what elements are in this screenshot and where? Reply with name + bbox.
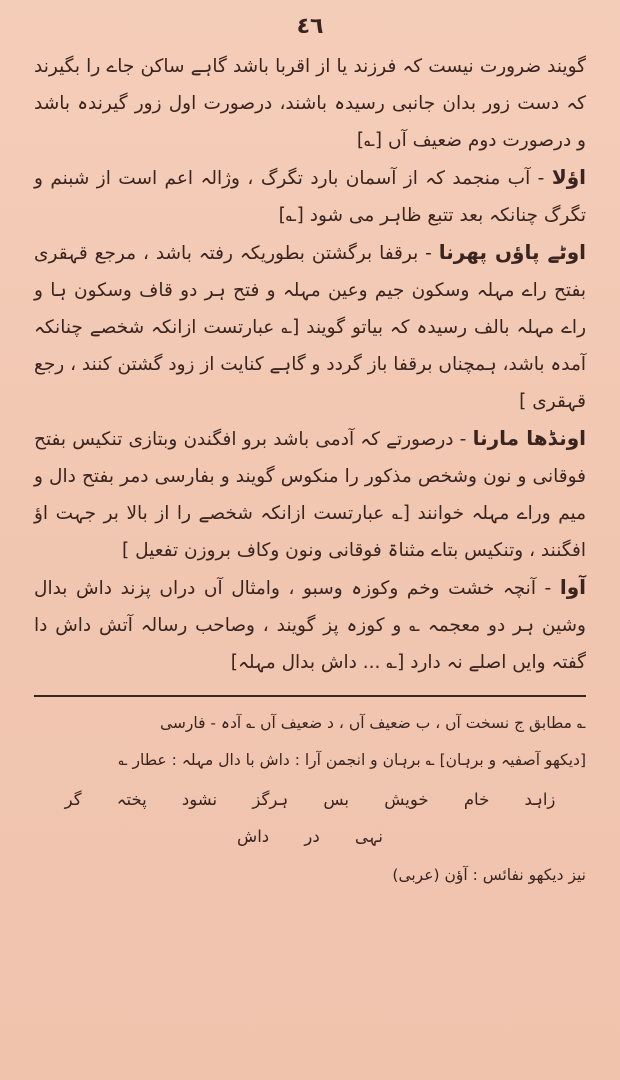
entry-headword: آوا (559, 575, 586, 599)
entry-text: - برقفا برگشتن بطوریکہ رفتہ باشد ، مرجع قہقری بفتح راے مہلہ وسکون جیم وعین مہلہ و فتح ہر دو قاف وسکون ہا و راے مہلہ بالف رسیدہ کہ بیاتو گویند [؎ عبارتست ازانکہ شخصے چنانکہ آمدہ باشد، ہمچناں برقفا باز گردد و گاہے کنایت از زود گشتن کنند ، رجع قہقری ] (33, 243, 586, 412)
entry-ola (34, 159, 586, 234)
final-note: نیز دیکھو نفائس : آؤن (عربی) (392, 866, 586, 884)
footnotes (34, 705, 586, 894)
footnote-line: [دیکھو آصفیہ و برہان] ؎ برہان و انجمن آرا : داش با دال مہلہ : عطار ؎ (118, 751, 586, 769)
entry-text: - آب منجمد کہ از آسمان بارد تگرگ ، وژالہ اعم است از شبنم و تگرگ چنانکہ بعد تتبع ظاہر می شود [؎] (34, 168, 586, 226)
entry-text: - درصورتے کہ آدمی باشد برو افگندن وبتازی تنکیس بفتح فوقانی و نون وشخص مذکور را منکوس گویند و بفارسی دمر بفتح دال و میم وراے مہلہ خوانند [؎ عبارتست ازانکہ شخصے را از بالا بر جہت اؤ افگنند ، وتنکیس بتاے مثناۃ فوقانی ونون وکاف بروزن تفعیل ] (34, 429, 586, 561)
entry-headword: اؤلا (551, 165, 586, 189)
entry-intro (34, 47, 586, 159)
entry-text: گویند ضرورت نیست کہ فرزند یا از اقربا باشد گاہے ساکن جاے را بگیرند کہ دست زور بدان جانبی رسیدہ باشند، درصورت اول زور گیرندہ باشد و درصورت دوم ضعیف آں [؎] (34, 56, 586, 151)
entry-text: - آنچہ خشت وخم وکوزہ وسبو ، وامثال آں دراں پزند داش بدال وشین ہر دو معجمہ ؎ و کوزہ پز گویند ، وصاحب رسالہ آتش داش دا گفتہ وایں اصلے نہ دارد [؎ ... داش بدال مہلہ] (34, 578, 586, 673)
entry-ulte-paon (34, 234, 586, 420)
verse-hemistich: زاہد خام خویش بس ہرگز (252, 790, 556, 809)
footnote-divider (34, 695, 586, 697)
footnote-line: ؎ مطابق ج نسخت آں ، ب ضعیف آں ، د ضعیف آں ؎ آدہ - فارسی (159, 714, 586, 732)
entry-awa (34, 569, 586, 681)
entry-headword: اونڈھا مارنا (472, 426, 586, 450)
entry-ondha-marna (34, 420, 586, 569)
page-number: ٤٦ (296, 14, 324, 39)
entry-headword: اوٹے پاؤں پھرنا (438, 240, 586, 264)
verse-line (34, 781, 586, 855)
verse-hemistich: نشود پختہ گر نہی در داش (64, 790, 383, 846)
